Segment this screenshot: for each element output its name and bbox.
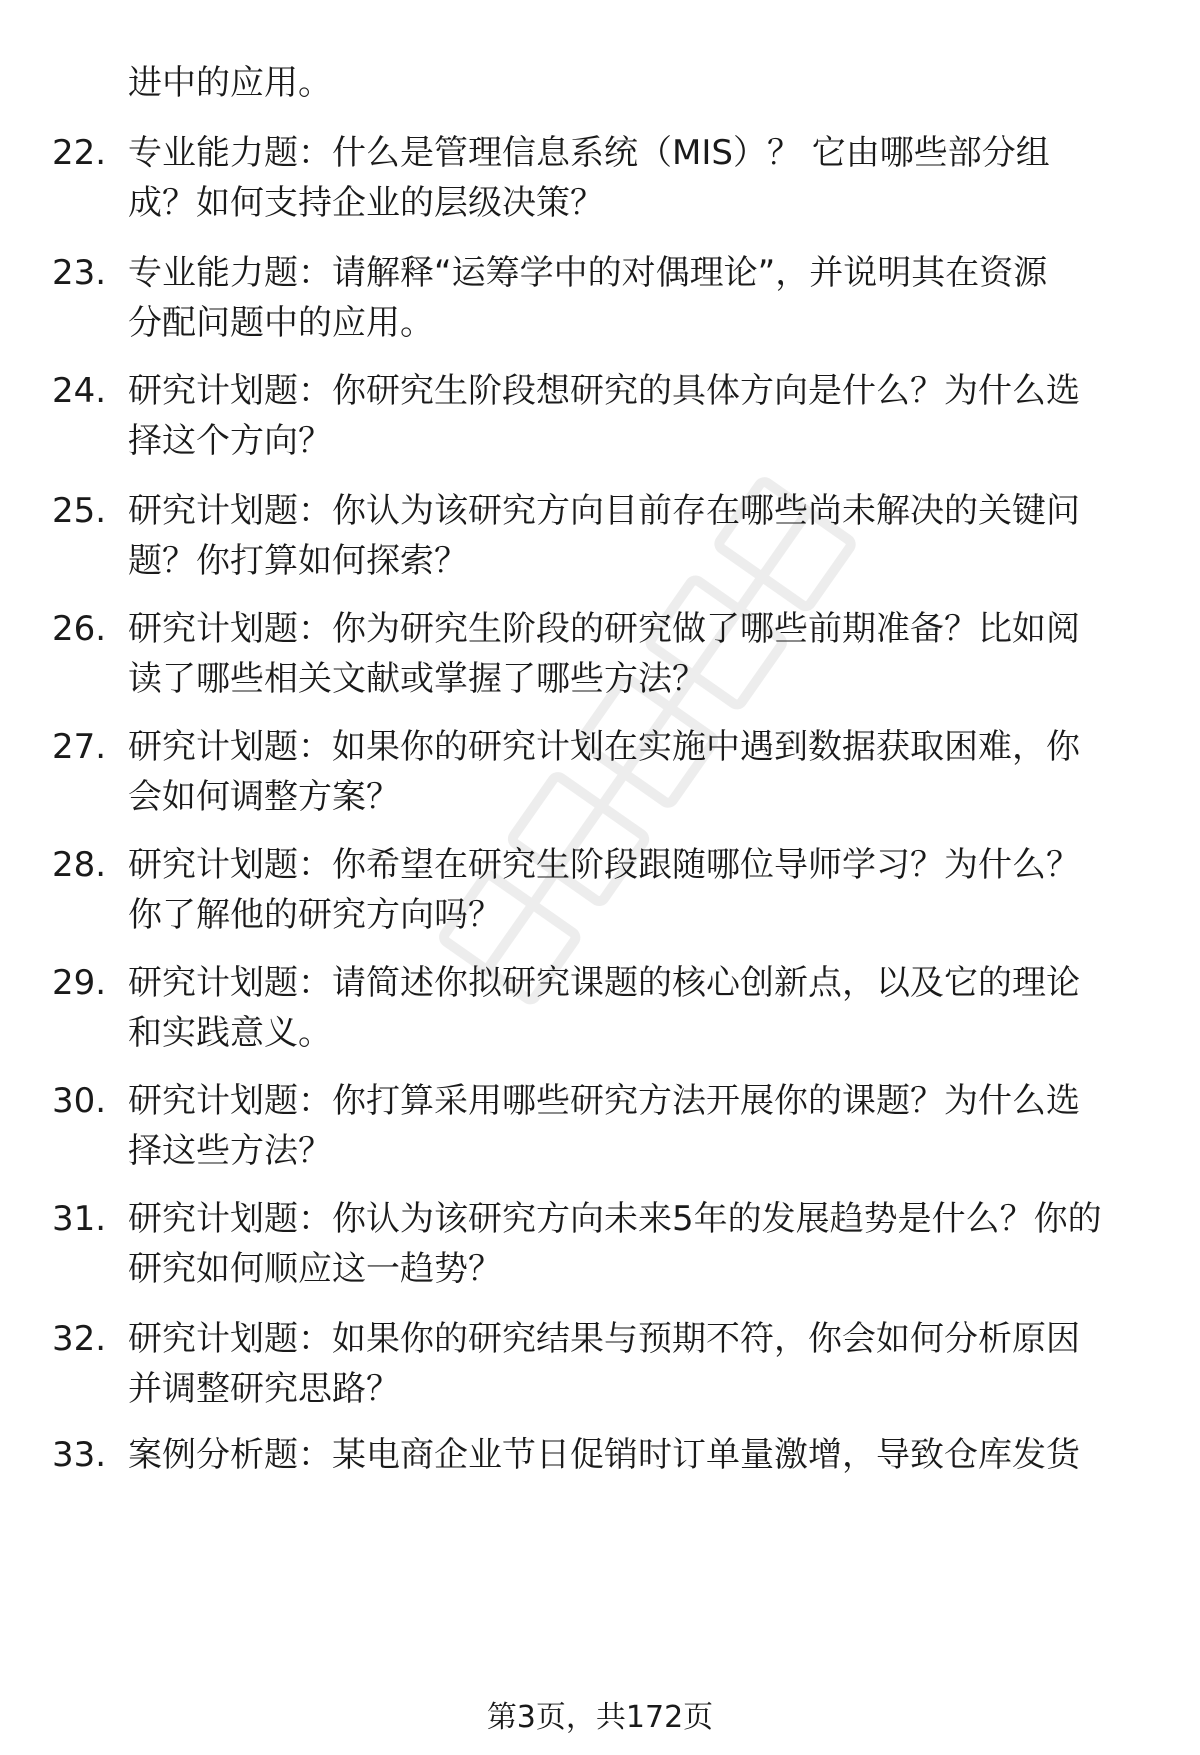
question-text-line: 会如何调整方案？ bbox=[128, 777, 400, 817]
question-text-line: 成？如何支持企业的层级决策？ bbox=[128, 183, 604, 223]
question-text-line: 读了哪些相关文献或掌握了哪些方法？ bbox=[128, 659, 706, 699]
question-number: 27. bbox=[52, 727, 107, 767]
question-text-line: 研究计划题：你为研究生阶段的研究做了哪些前期准备？比如阅 bbox=[128, 609, 1080, 649]
question-text bbox=[128, 1076, 1158, 1176]
question-text-line: 研究计划题：你打算采用哪些研究方法开展你的课题？为什么选 bbox=[128, 1081, 1080, 1121]
question-number: 26. bbox=[52, 609, 107, 649]
continuation-text: 进中的应用。 bbox=[128, 63, 332, 103]
question-text bbox=[128, 366, 1158, 466]
question-text-line: 研究计划题：如果你的研究结果与预期不符，你会如何分析原因 bbox=[128, 1319, 1080, 1359]
question-text-line: 研究计划题：请简述你拟研究课题的核心创新点，以及它的理论 bbox=[128, 963, 1080, 1003]
question-text-line: 研究计划题：你认为该研究方向未来5年的发展趋势是什么？你的 bbox=[128, 1199, 1102, 1239]
question-text bbox=[128, 248, 1158, 348]
question-number: 24. bbox=[52, 371, 107, 411]
question-text-line: 你了解他的研究方向吗？ bbox=[128, 895, 502, 935]
question-text-line: 研究如何顺应这一趋势？ bbox=[128, 1249, 502, 1289]
question-number: 28. bbox=[52, 845, 107, 885]
question-text bbox=[128, 1430, 1158, 1480]
question-number: 33. bbox=[52, 1435, 107, 1475]
question-text-line: 并调整研究思路？ bbox=[128, 1369, 400, 1409]
question-text bbox=[128, 486, 1158, 586]
question-number: 23. bbox=[52, 253, 107, 293]
question-text-line: 研究计划题：你希望在研究生阶段跟随哪位导师学习？为什么？ bbox=[128, 845, 1080, 885]
question-number: 31. bbox=[52, 1199, 107, 1239]
question-text-line: 研究计划题：如果你的研究计划在实施中遇到数据获取困难，你 bbox=[128, 727, 1080, 767]
question-number: 25. bbox=[52, 491, 107, 531]
question-text bbox=[128, 1314, 1158, 1414]
question-text-line: 研究计划题：你研究生阶段想研究的具体方向是什么？为什么选 bbox=[128, 371, 1080, 411]
question-text bbox=[128, 958, 1158, 1058]
question-text-line: 分配问题中的应用。 bbox=[128, 303, 434, 343]
question-number: 32. bbox=[52, 1319, 107, 1359]
question-text-line: 研究计划题：你认为该研究方向目前存在哪些尚未解决的关键问 bbox=[128, 491, 1080, 531]
question-text-line: 择这个方向？ bbox=[128, 421, 332, 461]
question-text bbox=[128, 604, 1158, 704]
question-text bbox=[128, 128, 1158, 228]
question-text-line: 专业能力题：请解释“运筹学中的对偶理论”，并说明其在资源 bbox=[128, 253, 1048, 293]
question-text-line: 择这些方法？ bbox=[128, 1131, 332, 1171]
question-text-line: 专业能力题：什么是管理信息系统（MIS）？ 它由哪些部分组 bbox=[128, 133, 1050, 173]
question-text-line: 题？你打算如何探索？ bbox=[128, 541, 468, 581]
question-text bbox=[128, 1194, 1158, 1294]
question-text bbox=[128, 840, 1158, 940]
page-footer: 第3页，共172页 bbox=[486, 1700, 714, 1735]
question-text-line: 和实践意义。 bbox=[128, 1013, 332, 1053]
question-text bbox=[128, 722, 1158, 822]
question-number: 22. bbox=[52, 133, 107, 173]
question-number: 29. bbox=[52, 963, 107, 1003]
question-text-line: 案例分析题：某电商企业节日促销时订单量激增，导致仓库发货 bbox=[128, 1435, 1080, 1475]
question-number: 30. bbox=[52, 1081, 107, 1121]
